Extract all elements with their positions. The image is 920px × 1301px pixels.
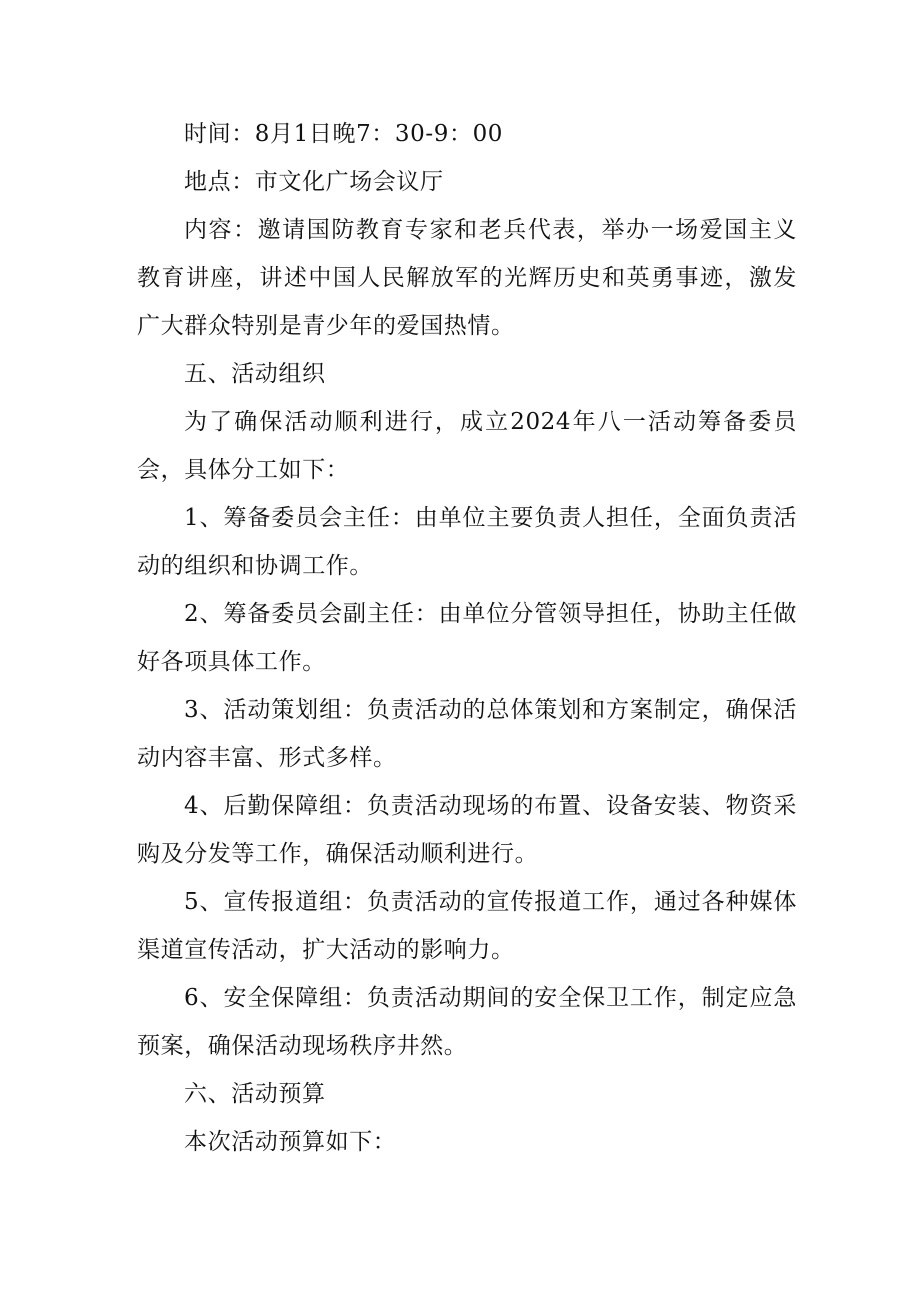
list-item-logistics-group: 4、后勤保障组：负责活动现场的布置、设备安装、物资采购及分发等工作，确保活动顺利进行。: [137, 793, 797, 867]
list-item-deputy-director: 2、筹备委员会副主任：由单位分管领导担任，协助主任做好各项具体工作。: [137, 601, 797, 675]
section-heading-organization: 五、活动组织: [184, 361, 326, 387]
paragraph-content: 内容：邀请国防教育专家和老兵代表，举办一场爱国主义教育讲座，讲述中国人民解放军的光辉历史和英勇事迹，激发广大群众特别是青少年的爱国热情。: [137, 217, 797, 339]
list-item-director: 1、筹备委员会主任：由单位主要负责人担任，全面负责活动的组织和协调工作。: [137, 505, 797, 579]
paragraph-location: 地点：市文化广场会议厅: [184, 169, 444, 195]
list-item-security-group: 6、安全保障组：负责活动期间的安全保卫工作，制定应急预案，确保活动现场秩序井然。: [137, 985, 797, 1059]
paragraph-time: 时间：8月1日晚7：30-9：00: [184, 121, 504, 147]
document-body: [137, 110, 797, 1166]
paragraph-budget-intro: 本次活动预算如下：: [184, 1129, 397, 1155]
section-heading-budget: 六、活动预算: [184, 1081, 326, 1107]
list-item-publicity-group: 5、宣传报道组：负责活动的宣传报道工作，通过各种媒体渠道宣传活动，扩大活动的影响力。: [137, 889, 797, 963]
list-item-planning-group: 3、活动策划组：负责活动的总体策划和方案制定，确保活动内容丰富、形式多样。: [137, 697, 797, 771]
paragraph-committee-intro: 为了确保活动顺利进行，成立2024年八一活动筹备委员会，具体分工如下：: [137, 409, 797, 483]
